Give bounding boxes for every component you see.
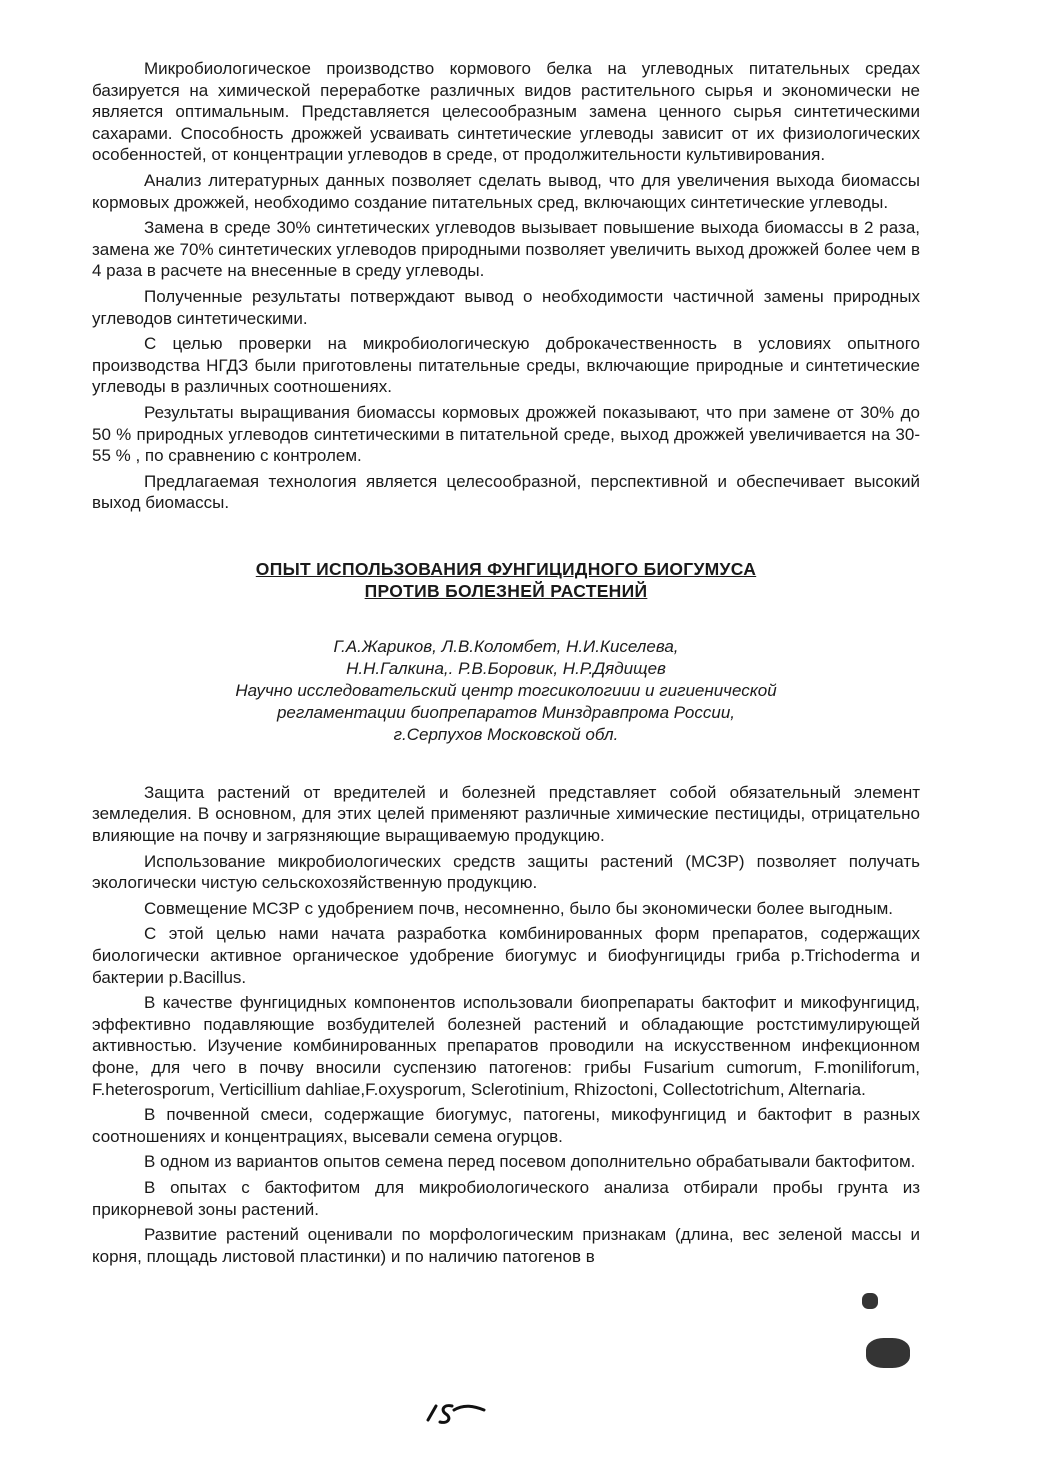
article-title xyxy=(92,558,920,602)
affiliation-line: регламентации биопрепаратов Минздравпрома России, xyxy=(276,702,736,722)
document-page xyxy=(92,58,920,1271)
paragraph: Предлагаемая технология является целесообразной, перспективной и обеспечивает высокий выход биомассы. xyxy=(92,471,920,513)
paragraph: Развитие растений оценивали по морфологическим признакам (длина, вес зеленой массы и корня, площадь листовой пластинки) и по наличию патогенов в xyxy=(92,1225,920,1266)
affiliation-line: г.Серпухов Московской обл. xyxy=(393,724,619,744)
paragraph: Защита растений от вредителей и болезней представляет собой обязательный элемент земледелия. В основном, для этих целей применяют различные химические пестициды, отрицательно влияющие на почву и загрязняющие выращиваемую продукцию. xyxy=(92,782,920,846)
article-title-line: ПРОТИВ БОЛЕЗНЕЙ РАСТЕНИЙ xyxy=(364,580,648,601)
paragraph: С этой целью нами начата разработка комбинированных форм препаратов, содержащих биологически активное органическое удобрение биогумус и биофунгициды гриба p.Trichoderma и бактерии p.Bacillus. xyxy=(92,924,920,987)
paragraph: В одном из вариантов опытов семена перед посевом дополнительно обрабатывали бактофитом. xyxy=(144,1152,916,1172)
authors-line: Н.Н.Галкина,. Р.В.Боровик, Н.Р.Дядищев xyxy=(346,658,666,678)
ink-stain xyxy=(866,1338,910,1368)
article-byline xyxy=(92,636,920,746)
paragraph: Совмещение МСЗР с удобрением почв, несомненно, было бы экономически более выгодным. xyxy=(144,898,893,918)
paragraph: Анализ литературных данных позволяет сделать вывод, что для увеличения выхода биомассы кормовых дрожжей, необходимо создание питательных сред, включающих синтетические углеводы. xyxy=(92,170,920,212)
affiliation-line: Научно исследовательский центр тогсикологиии и гигиенической xyxy=(235,680,777,700)
paragraph: С целью проверки на микробиологическую доброкачественность в условиях опытного производства НГДЗ были приготовлены питательные среды, включающие природные и синтетические углеводы в различных соотношениях. xyxy=(92,334,920,397)
paragraph: В опытах с бактофитом для микробиологического анализа отбирали пробы грунта из прикорневой зоны растений. xyxy=(92,1177,920,1219)
ink-stain xyxy=(862,1293,878,1309)
paragraph: Полученные результаты потверждают вывод о необходимости частичной замены природных углеводов синтетическими. xyxy=(92,286,920,328)
paragraph: Замена в среде 30% синтетических углеводов вызывает повышение выхода биомассы в 2 раза, замена же 70% синтетических углеводов природными позволяет увеличить выход дрожжей более чем в 4 раза в расчете на внесенные в среду углеводы. xyxy=(92,218,920,281)
section-fungicidal-biohumus xyxy=(92,782,920,1267)
paragraph: В качестве фунгицидных компонентов использовали биопрепараты бактофит и микофунгицид, эффективно подавляющие возбудителей болезней растений и обладающие ростстимулирующей активностью. Изучение комбинированных препаратов проводили на искусственном инфекционном фоне, для чего в почву вносили суспензию патогенов: грибы Fusarium cumorum, F.moniliforum, F.heterosporum, Verticillium dahliae,F.oxysporum, Sclerotinium, Rhizoctoni, Collectotrichum, Alternaria. xyxy=(92,993,920,1099)
paragraph: Использование микробиологических средств защиты растений (МСЗР) позволяет получать экологически чистую сельскохозяйственную продукцию. xyxy=(92,851,920,893)
paragraph: В почвенной смеси, содержащие биогумус, патогены, микофунгицид и бактофит в разных соотношениях и концентрациях, высевали семена огурцов. xyxy=(92,1105,920,1146)
article-title-line: ОПЫТ ИСПОЛЬЗОВАНИЯ ФУНГИЦИДНОГО БИОГУМУСА xyxy=(255,558,757,579)
authors-line: Г.А.Жариков, Л.В.Коломбет, Н.И.Киселева, xyxy=(333,636,679,656)
paragraph: Микробиологическое производство кормового белка на углеводных питательных средах базируется на химической переработке различных видов растительного сырья и экономически не является оптимальным. Представляется целесообразным замена ценного сырья синтетическими сахарами. Способность дрожжей усваивать синтетические углеводы зависит от их физиологических особенностей, от концентрации углеводов в среде, от продолжительности культивирования. xyxy=(92,59,920,165)
section-yeast-biomass xyxy=(92,58,920,514)
paragraph: Результаты выращивания биомассы кормовых дрожжей показывают, что при замене от 30% до 50 % природных углеводов синтетическими в питательной среде, выход дрожжей увеличивается на 30-55 % , по сравнению с контролем. xyxy=(92,402,920,466)
handwritten-page-number-icon xyxy=(420,1392,500,1432)
